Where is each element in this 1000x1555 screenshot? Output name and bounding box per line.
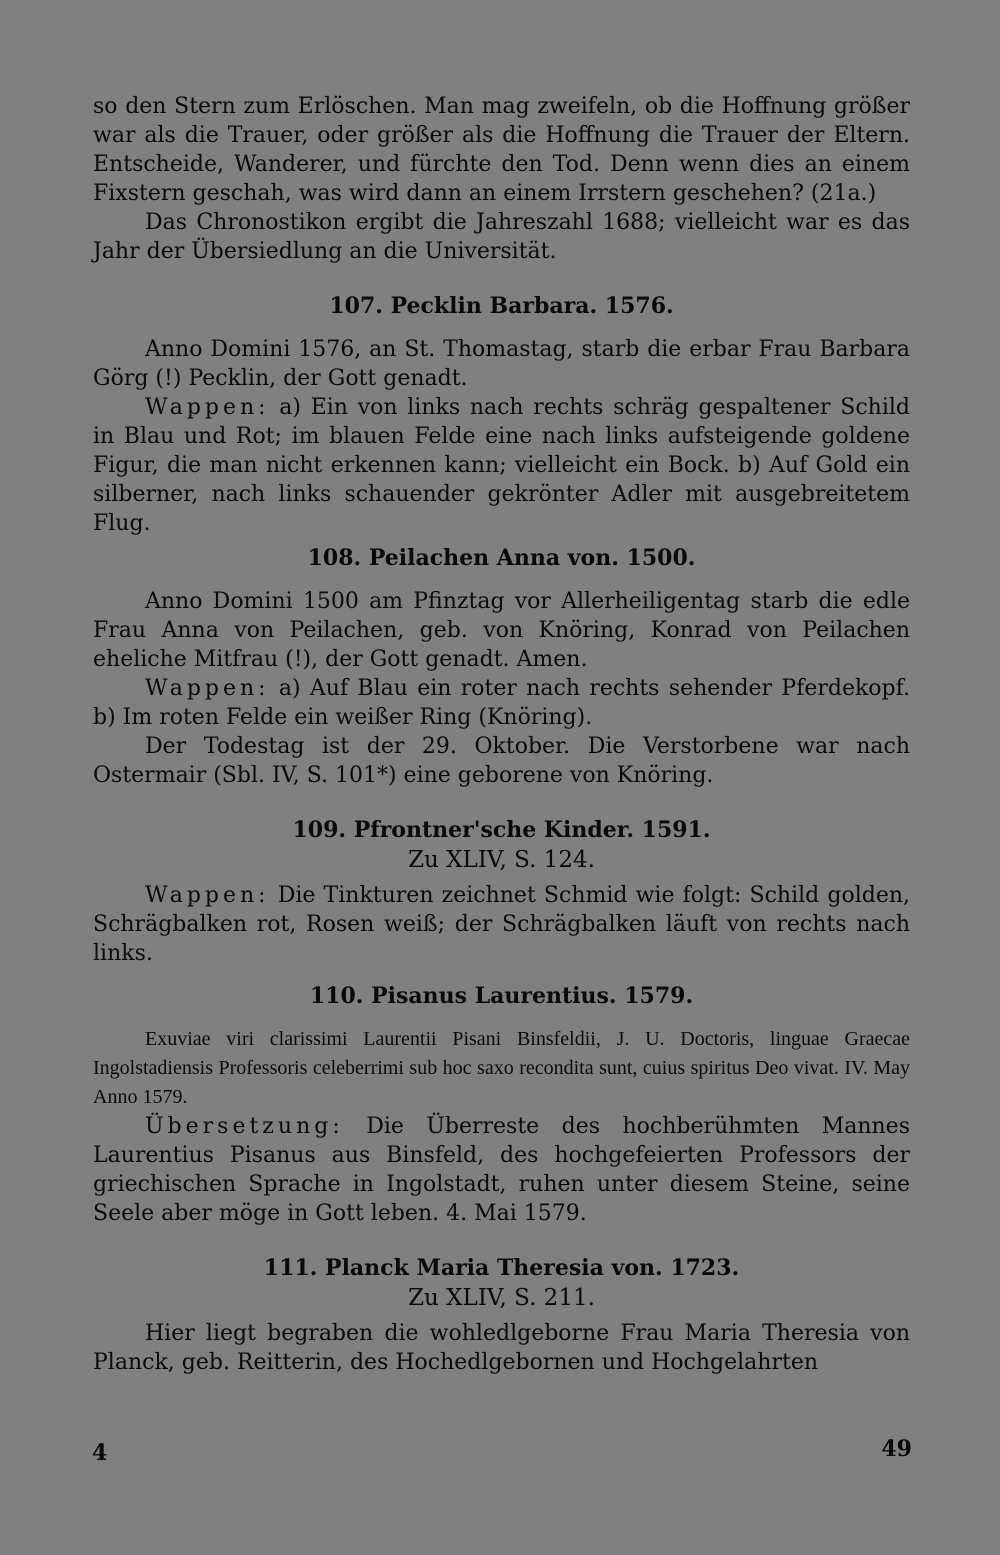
entry-110-heading: 110. Pisanus Laurentius. 1579.: [309, 983, 694, 1009]
entry-111-text: Hier liegt begraben die wohledlgeborne Frau Maria Theresia von Planck, geb. Reitterin, des Hochedlgebornen und Hochgelahrten: [93, 1321, 910, 1375]
wappen-text: a) Auf Blau ein roter nach rechts sehender Pferdekopf. b) Im roten Felde ein weißer Ring (Knöring).: [93, 676, 910, 730]
entry-107-text: Anno Domini 1576, an St. Thomastag, starb die erbar Frau Barbara Görg (!) Pecklin, der Gott genadt.: [93, 337, 910, 391]
intro-paragraph-1: so den Stern zum Erlöschen. Man mag zweifeln, ob die Hoffnung größer war als die Trauer, oder größer als die Hoffnung die Trauer der Eltern. Entscheide, Wanderer, und fürchte den Tod. Denn wenn dies an einem Fixstern geschah, was wird dann an einem Irrstern geschehen? (21a.): [93, 94, 910, 206]
entry-110-latin-inscription: Exuviae viri clarissimi Laurentii Pisani Binsfeldii, J. U. Doctoris, linguae Graecae Ingolstadiensis Professoris celeberrimi sub hoc saxo recondita sunt, cuius spiritus Deo vivat. IV. May Anno 1579.: [93, 1028, 910, 1108]
entry-110-translation: [93, 1112, 910, 1228]
page-number: 49: [881, 1436, 912, 1462]
intro-paragraph-2: Das Chronostikon ergibt die Jahreszahl 1688; vielleicht war es das Jahr der Übersiedlung an die Universität.: [93, 210, 910, 264]
entry-109-heading: 109. Pfrontner'sche Kinder. 1591.: [292, 817, 711, 843]
page-body: [93, 92, 910, 1377]
entry-107-wappen: [93, 393, 910, 538]
entry-107-heading: 107. Pecklin Barbara. 1576.: [329, 293, 674, 319]
translation-text: Die Überreste des hochberühmten Mannes Laurentius Pisanus aus Binsfeld, des hochgefeierten Professors der griechischen Sprache in Ingolstadt, ruhen unter diesem Steine, seine Seele aber möge in Gott leben. 4. Mai 1579.: [93, 1114, 910, 1226]
wappen-label: Wappen:: [145, 883, 270, 908]
wappen-text: a) Ein von links nach rechts schräg gespaltener Schild in Blau und Rot; im blauen Felde eine nach links aufsteigende goldene Figur, die man nicht erkennen kann; vielleicht ein Bock. b) Auf Gold ein silberner, nach links schauender gekrönter Adler mit ausgebreitetem Flug.: [93, 395, 910, 536]
translation-label: Übersetzung:: [145, 1114, 344, 1139]
entry-108-heading: 108. Peilachen Anna von. 1500.: [307, 545, 696, 571]
entry-109-wappen: [93, 881, 910, 968]
entry-111-heading: 111. Planck Maria Theresia von. 1723.: [263, 1255, 740, 1281]
entry-109-reference: Zu XLIV, S. 124.: [408, 847, 595, 873]
entry-108-note: Der Todestag ist der 29. Oktober. Die Verstorbene war nach Ostermair (Sbl. IV, S. 101*) eine geborene von Knöring.: [93, 734, 910, 788]
wappen-label: Wappen:: [145, 676, 270, 701]
wappen-label: Wappen:: [145, 395, 270, 420]
entry-108-text: Anno Domini 1500 am Pfinztag vor Allerheiligentag starb die edle Frau Anna von Peilachen, geb. von Knöring, Konrad von Peilachen eheliche Mitfrau (!), der Gott genadt. Amen.: [93, 589, 910, 672]
entry-111-reference: Zu XLIV, S. 211.: [408, 1285, 595, 1311]
signature-mark: 4: [92, 1440, 108, 1466]
wappen-text: Die Tinkturen zeichnet Schmid wie folgt: Schild golden, Schrägbalken rot, Rosen weiß; der Schrägbalken läuft von rechts nach links.: [93, 883, 910, 966]
entry-108-wappen: [93, 674, 910, 732]
